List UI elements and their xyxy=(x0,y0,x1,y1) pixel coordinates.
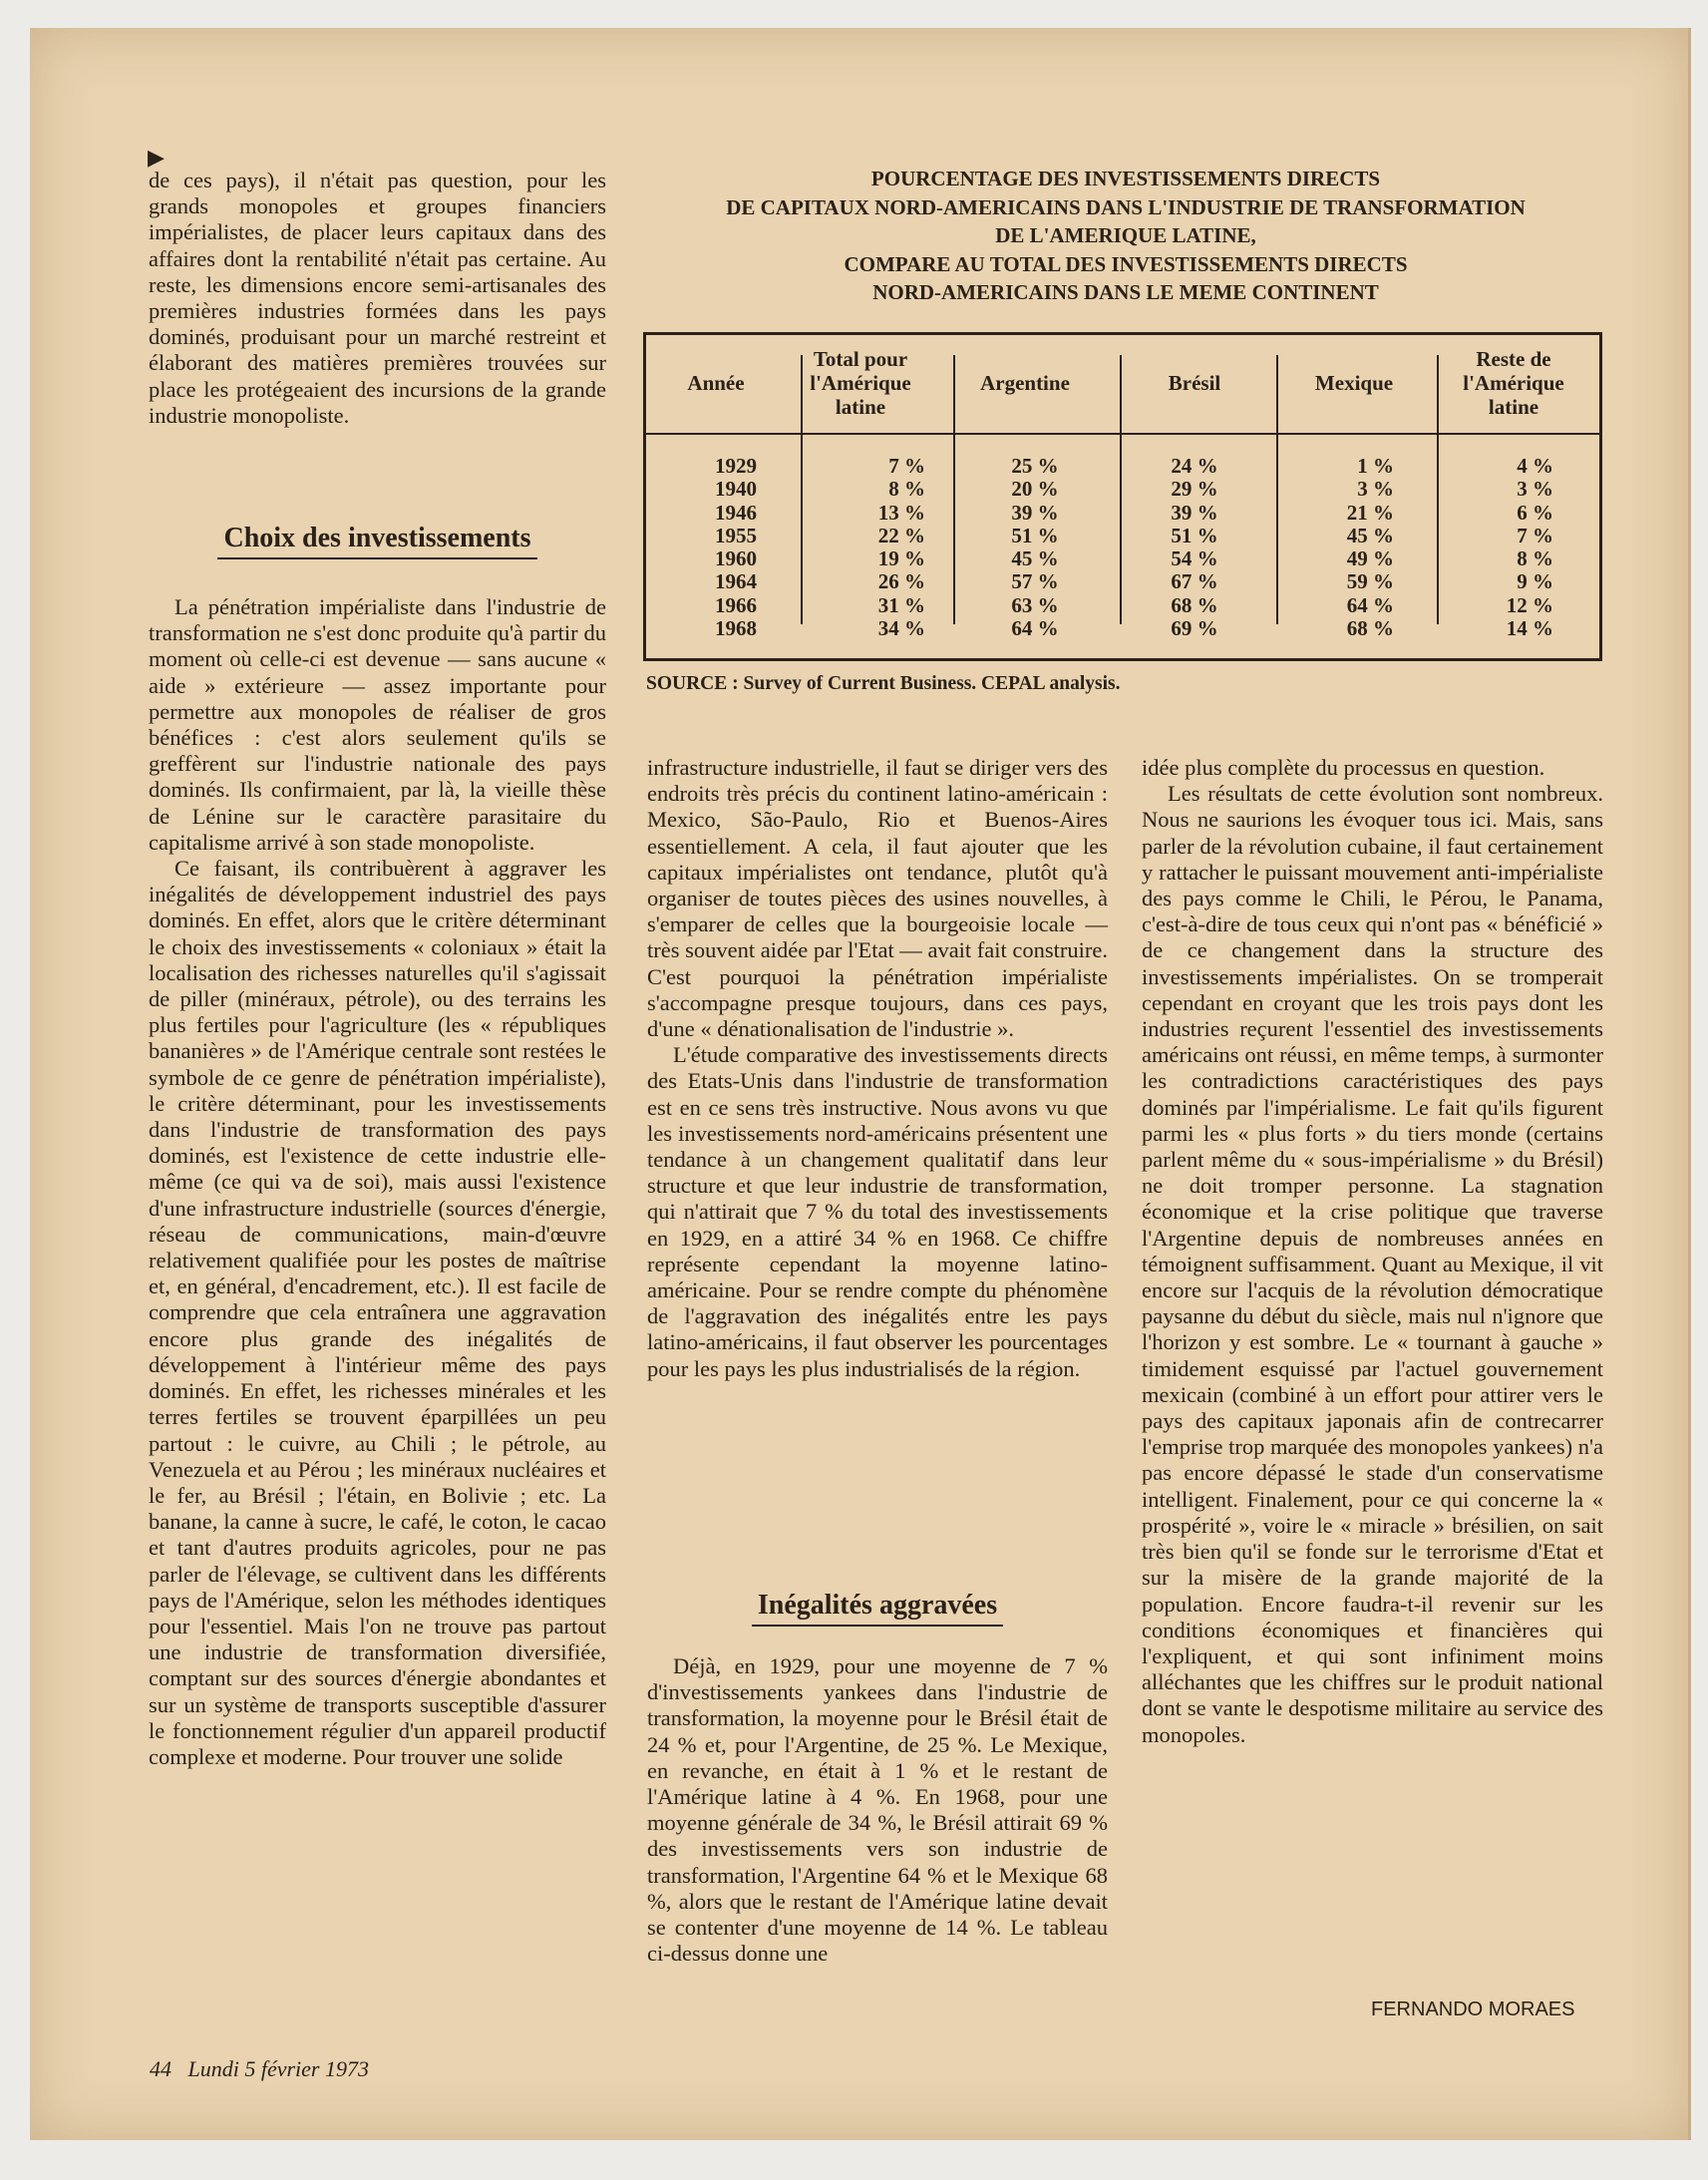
header-total: Total pour l'Amérique latine xyxy=(810,347,911,419)
page-number: 44 xyxy=(150,2056,171,2081)
issue-date: Lundi 5 février 1973 xyxy=(187,2056,369,2081)
col-mexique: 1 % 3 % 21 % 45 % 49 % 59 % 64 % 68 % xyxy=(1346,454,1394,641)
col-argentine: 25 % 20 % 39 % 51 % 45 % 57 % 63 % 64 % xyxy=(1011,454,1059,641)
table-source: SOURCE : Survey of Current Business. CEPAL analysis. xyxy=(646,673,1121,694)
header-argentine: Argentine xyxy=(980,371,1070,395)
col3-paragraph-2: Les résultats de cette évolution sont nombreux. Nous ne saurions les évoquer tous ici. Mais, sans parler de la révolution cubaine, il faut certainement y rattacher le puissant mouvement anti-impérialiste des pays comme le Chili, le Pérou, le Panama, c'est-à-dire de tous ceux qui n'ont pas « bénéficié » de ce changement dans la structure des investissements impérialistes. On se tromperait cependant en croyant que les trois pays dont les industries reçurent l'essentiel des investissements américains ont réussi, en même temps, à surmonter les contradictions caractéristiques des pays dominés par l'impérialisme. Le fait qu'ils figurent parmi les « plus forts » du tiers monde (certains parlent même du « sous-impérialisme » du Brésil) ne doit tromper personne. La stagnation économique et la crise politique que traverse l'Argentine depuis de nombreuses années en témoignent suffisamment. Quant au Mexique, il vit encore sur l'acquis de la révolution démocratique paysanne du début du siècle, mais nul n'ignore que l'horizon y est sombre. Le « tournant à gauche » timidement esquissé par l'actuel gouvernement mexicain (combiné à un effort pour attirer vers le pays des capitaux japonais afin de contrecarrer l'emprise trop marquée des monopoles yankees) n'a pas encore dépassé le stade d'un conservatisme intelligent. Finalement, pour ce qui concerne la « prospérité », voire le « miracle » brésilien, on sait très bien qu'il se fonde sur le terrorisme d'Etat et sur la misère de la grande majorité de la population. Encore faudra-t-il revenir sur les conditions économiques et financières qui l'expliquent, et qui sont infiniment moins alléchantes que les chiffres sur le produit national dont se vante le despotisme militaire au service des monopoles. xyxy=(1142,781,1603,1747)
table-header xyxy=(646,335,1599,435)
col1-paragraph-1: de ces pays), il n'était pas question, pour les grands monopoles et groupes financiers impérialistes, de placer leurs capitaux dans des affaires dont la rentabilité n'était pas certaine. Au reste, les dimensions encore semi-artisanales des premières industries formées dans les pays dominés, produisant pour un marché restreint et élaborant des matières premières trouvées sur place les protégeaient des incursions de la grande industrie monopoliste. xyxy=(149,168,606,428)
column-separator xyxy=(801,355,803,624)
page-footer xyxy=(150,2056,369,2082)
continuation-arrow: ▶ xyxy=(148,146,165,171)
column-2-top xyxy=(647,755,1108,1382)
column-1-bottom xyxy=(149,594,606,1770)
col1-paragraph-3: Ce faisant, ils contribuèrent à aggraver les inégalités de développement industriel des pays dominés. En effet, alors que le critère déterminant le choix des investissements « coloniaux » était la localisation des richesses naturelles qu'il s'agissait de piller (minéraux, pétrole), ou des terrains les plus fertiles pour l'agriculture (les « républiques bananières » de l'Amérique centrale sont restées le symbole de ce genre de pénétration impérialiste), le critère déterminant, pour les investissements dans l'industrie de transformation des pays dominés, est l'existence de cette industrie elle-même (ce qui va de soi), mais aussi l'existence d'une infrastructure industrielle (sources d'énergie, réseau de communications, main-d'œuvre relativement qualifiée pour les postes de maîtrise et, en général, d'encadrement, etc.). Il est facile de comprendre que cela entraînera une aggravation encore plus grande des inégalités de développement à l'intérieur même des pays dominés. En effet, les richesses minérales et les terres fertiles se trouvent éparpillées un peu partout : le cuivre, au Chili ; le pétrole, au Venezuela et au Pérou ; les minéraux nucléaires et le fer, au Brésil ; l'étain, en Bolivie ; etc. La banane, la canne à sucre, le café, le coton, le cacao et tant d'autres produits agricoles, pour ne pas parler de l'élevage, se cultivent dans les différents pays de l'Amérique, selon les méthodes identiques pour l'essentiel. Mais l'on ne trouve pas partout une industrie de transformation diversifiée, comptant sur des sources d'énergie abondantes et sur un système de transports susceptible d'assurer le fonctionnement régulier d'un appareil productif complexe et moderne. Pour trouver une solide xyxy=(149,856,606,1769)
column-separator xyxy=(1120,355,1122,624)
column-separator xyxy=(1276,355,1278,624)
header-bresil: Brésil xyxy=(1168,371,1221,395)
column-separator xyxy=(953,355,955,624)
heading-choix-des-investissements: Choix des investissements xyxy=(149,523,606,554)
investment-table xyxy=(643,332,1602,661)
col1-paragraph-2: La pénétration impérialiste dans l'industrie de transformation ne s'est donc produite qu'à partir du moment où celle-ci est devenue — sans aucune « aide » extérieure — assez importante pour permettre aux monopoles de réaliser de gros bénéfices : c'est alors seulement qu'ils se greffèrent sur l'industrie nationale des pays dominés. Ils confirmaient, par là, la vieille thèse de Lénine sur le caractère parasitaire du capitalisme arrivé à son stade monopoliste. xyxy=(149,594,606,855)
col2-paragraph-1: infrastructure industrielle, il faut se diriger vers des endroits très précis du continent latino-américain : Mexico, São-Paulo, Rio et Buenos-Aires essentiellement. A cela, il faut ajouter que les capitaux impérialistes ont tendance, plutôt qu'à organiser de toutes pièces des usines nouvelles, à s'emparer de celles que la bourgeoisie locale — très souvent aidée par l'Etat — avait fait construire. C'est pourquoi la pénétration impérialiste s'accompagne presque toujours, dans ces pays, d'une « dénationalisation de l'industrie ». xyxy=(647,755,1109,1042)
column-2-bottom xyxy=(647,1653,1108,1967)
heading-inegalites-aggravees: Inégalités aggravées xyxy=(647,1590,1108,1622)
column-3 xyxy=(1142,755,1603,1748)
col3-paragraph-1: idée plus complète du processus en question. xyxy=(1142,755,1545,780)
author-signature: FERNANDO MORAES xyxy=(1371,1998,1575,2020)
col2-paragraph-3: Déjà, en 1929, pour une moyenne de 7 % d'investissements yankees dans l'industrie de transformation, la moyenne pour le Brésil était de 24 % et, pour l'Argentine, de 25 %. Le Mexique, en revanche, en était à 1 % et le restant de l'Amérique latine à 4 %. En 1968, pour une moyenne générale de 34 %, le Brésil attirait 69 % des investissements vers son industrie de transformation, l'Argentine 64 % et le Mexique 68 %, alors que le restant de l'Amérique latine devait se contenter d'une moyenne de 14 %. Le tableau ci-dessus donne une xyxy=(647,1653,1108,1967)
col-reste: 4 % 3 % 6 % 7 % 8 % 9 % 12 % 14 % xyxy=(1506,454,1553,641)
col-total: 7 % 8 % 13 % 22 % 19 % 26 % 31 % 34 % xyxy=(877,454,925,641)
header-mexique: Mexique xyxy=(1314,371,1394,395)
col-bresil: 24 % 29 % 39 % 51 % 54 % 67 % 68 % 69 % xyxy=(1171,454,1218,641)
col-annee: 1929 1940 1946 1955 1960 1964 1966 1968 xyxy=(715,454,757,641)
column-1-top xyxy=(149,168,606,429)
table-title: POURCENTAGE DES INVESTISSEMENTS DIRECTS DE CAPITAUX NORD-AMERICAINS DANS L'INDUSTRIE DE TRANSFORMATION DE L'AMERIQUE LATINE, COMPARE AU TOTAL DES INVESTISSEMENTS DIRECTS NORD-AMERICAINS DANS LE MEME CONTINENT xyxy=(726,167,1526,304)
column-separator xyxy=(1437,355,1439,624)
header-reste: Reste de l'Amérique latine xyxy=(1463,347,1564,419)
header-annee: Année xyxy=(687,371,745,395)
col2-paragraph-2: L'étude comparative des investissements directs des Etats-Unis dans l'industrie de transformation est en ce sens très instructive. Nous avons vu que les investissements nord-américains présentent une tendance à un changement qualitatif dans leur structure et que leur industrie de transformation, qui n'attirait que 7 % du total des investissements en 1929, en a attiré 34 % en 1968. Ce chiffre représente cependant la moyenne latino-américaine. Pour se rendre compte du phénomène de l'aggravation des inégalités entre les pays latino-américains, il faut observer les pourcentages pour les pays les plus industrialisés de la région. xyxy=(647,1042,1108,1381)
